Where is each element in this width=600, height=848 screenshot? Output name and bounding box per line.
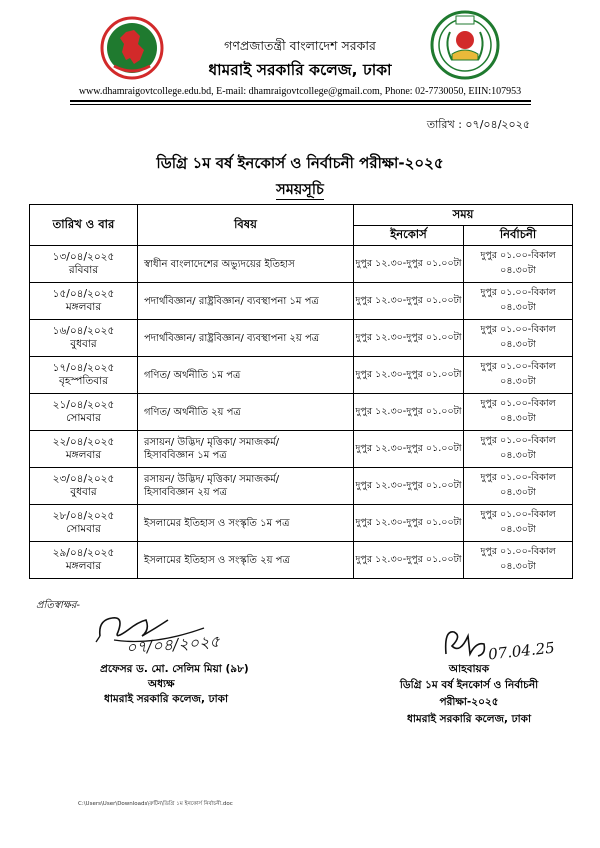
row-subject: স্বাধীন বাংলাদেশের অভ্যুদয়ের ইতিহাস [144, 258, 295, 270]
row-incourse-time: দুপুর ১২.৩০-দুপুর ০১.০০টা [354, 431, 464, 468]
header-date-day: তারিখ ও বার [30, 205, 138, 246]
notice-subtitle [0, 179, 600, 203]
row-subject-cell [138, 283, 354, 320]
schedule-row [30, 468, 573, 505]
row-date: ১৬/০৪/২০২৫ [52, 325, 115, 337]
header-time: সময় [354, 205, 573, 226]
row-day: সোমবার [66, 523, 101, 535]
row-date: ১৭/০৪/২০২৫ [52, 362, 115, 374]
convener-college: ধামরাই সরকারি কলেজ, ঢাকা [406, 713, 532, 725]
row-incourse-time: দুপুর ১২.৩০-দুপুর ০১.০০টা [354, 320, 464, 357]
schedule-row [30, 431, 573, 468]
row-subject: রসায়ন/ উদ্ভিদ/ মৃত্তিকা/ সমাজকর্ম/ [144, 474, 280, 485]
row-incourse-time: দুপুর ১২.৩০-দুপুর ০১.০০টা [354, 283, 464, 320]
row-incourse-time: দুপুর ১২.৩০-দুপুর ০১.০০টা [354, 357, 464, 394]
convener-committee-line2: পরীক্ষা-২০২৫ [439, 696, 499, 708]
row-date-cell [30, 542, 138, 579]
row-selection-time: দুপুর ০১.০০-বিকাল ০৪.৩০টা [464, 468, 573, 505]
schedule-row [30, 357, 573, 394]
row-subject-cell [138, 505, 354, 542]
header-selection: নির্বাচনী [464, 226, 573, 246]
row-day: সোমবার [66, 412, 101, 424]
convener-handwritten-date: 07.04.25 [487, 638, 556, 664]
row-subject-cell [138, 320, 354, 357]
row-subject-cont: হিসাববিজ্ঞান ২য় পত্র [144, 487, 227, 498]
row-selection-time: দুপুর ০১.০০-বিকাল ০৪.৩০টা [464, 431, 573, 468]
schedule-row [30, 246, 573, 283]
row-subject: ইসলামের ইতিহাস ও সংস্কৃতি ২য় পত্র [144, 554, 290, 566]
row-day: মঙ্গলবার [65, 301, 102, 313]
row-subject-cell [138, 394, 354, 431]
convener-title: আহবায়ক [448, 663, 490, 675]
row-selection-time: দুপুর ০১.০০-বিকাল ০৪.৩০টা [464, 542, 573, 579]
row-incourse-time: দুপুর ১২.৩০-দুপুর ০১.০০টা [354, 394, 464, 431]
row-incourse-time: দুপুর ১২.৩০-দুপুর ০১.০০টা [354, 542, 464, 579]
row-subject-cell [138, 431, 354, 468]
row-date-cell [30, 357, 138, 394]
header-divider-bottom [70, 104, 531, 105]
row-selection-time: দুপুর ০১.০০-বিকাল ০৪.৩০টা [464, 394, 573, 431]
notice-date: তারিখ : ০৭/০৪/২০২৫ [426, 118, 530, 131]
row-subject: পদার্থবিজ্ঞান/ রাষ্ট্রবিজ্ঞান/ ব্যবস্থাপনা ১ম পত্র [144, 295, 319, 307]
principal-handwritten-date: ০৭/০৪/২০২৫ [125, 631, 221, 658]
row-date-cell [30, 320, 138, 357]
schedule-row [30, 542, 573, 579]
college-name: ধামরাই সরকারি কলেজ, ঢাকা [208, 61, 392, 79]
header-subject: বিষয় [138, 205, 354, 246]
government-name: গণপ্রজাতন্ত্রী বাংলাদেশ সরকার [224, 38, 376, 53]
row-subject: ইসলামের ইতিহাস ও সংস্কৃতি ১ম পত্র [144, 517, 290, 529]
row-day: মঙ্গলবার [65, 449, 102, 461]
row-date-cell [30, 431, 138, 468]
header-incourse: ইনকোর্স [354, 226, 464, 246]
notice-title: ডিগ্রি ১ম বর্ষ ইনকোর্স ও নির্বাচনী পরীক্ষা-২০২৫ [156, 154, 444, 172]
row-date-cell [30, 394, 138, 431]
row-subject-cell [138, 542, 354, 579]
row-date: ১৩/০৪/২০২৫ [52, 251, 115, 263]
schedule-row [30, 320, 573, 357]
principal-name: প্রফেসর ড. মো. সেলিম মিয়া (৯৮) [100, 663, 249, 675]
row-subject-cell [138, 246, 354, 283]
row-incourse-time: দুপুর ১২.৩০-দুপুর ০১.০০টা [354, 468, 464, 505]
subtitle-text: সময়সূচি [276, 182, 324, 198]
document-file-path: C:\Users\User\Downloads\রুটিন\ডিগ্রি ১ম ইনকোর্স নির্বাচনী.doc [78, 801, 233, 807]
row-subject-cont: হিসাববিজ্ঞান ১ম পত্র [144, 450, 227, 461]
header-divider-top [70, 100, 531, 102]
row-selection-time: দুপুর ০১.০০-বিকাল ০৪.৩০টা [464, 357, 573, 394]
principal-title: অধ্যক্ষ [148, 678, 175, 690]
schedule-row [30, 505, 573, 542]
schedule-row [30, 394, 573, 431]
row-day: বুধবার [70, 338, 97, 350]
row-incourse-time: দুপুর ১২.৩০-দুপুর ০১.০০টা [354, 505, 464, 542]
row-incourse-time: দুপুর ১২.৩০-দুপুর ০১.০০টা [354, 246, 464, 283]
row-subject-cell [138, 357, 354, 394]
row-day: মঙ্গলবার [65, 560, 102, 572]
row-date: ২২/০৪/২০২৫ [52, 436, 115, 448]
row-date: ২৩/০৪/২০২৫ [52, 473, 115, 485]
row-date-cell [30, 468, 138, 505]
row-day: বৃহস্পতিবার [59, 375, 108, 387]
schedule-row [30, 283, 573, 320]
countersign-note: প্রতিস্বাক্ষর- [36, 600, 81, 611]
row-subject: রসায়ন/ উদ্ভিদ/ মৃত্তিকা/ সমাজকর্ম/ [144, 437, 280, 448]
row-selection-time: দুপুর ০১.০০-বিকাল ০৪.৩০টা [464, 505, 573, 542]
row-date: ২১/০৪/২০২৫ [52, 399, 115, 411]
exam-schedule-table [29, 204, 573, 579]
row-selection-time: দুপুর ০১.০০-বিকাল ০৪.৩০টা [464, 246, 573, 283]
row-subject: গণিত/ অর্থনীতি ২য় পত্র [144, 406, 241, 418]
row-date-cell [30, 246, 138, 283]
contact-line: www.dhamraigovtcollege.edu.bd, E-mail: dhamraigovtcollege@gmail.com, Phone: 02-7730050, EIIN:107953 [78, 86, 522, 97]
row-subject: পদার্থবিজ্ঞান/ রাষ্ট্রবিজ্ঞান/ ব্যবস্থাপনা ২য় পত্র [144, 332, 320, 344]
principal-college: ধামরাই সরকারি কলেজ, ঢাকা [104, 693, 229, 705]
row-day: রবিবার [68, 264, 99, 276]
row-selection-time: দুপুর ০১.০০-বিকাল ০৪.৩০টা [464, 283, 573, 320]
row-date: ২৮/০৪/২০২৫ [52, 510, 115, 522]
row-date-cell [30, 505, 138, 542]
row-subject: গণিত/ অর্থনীতি ১ম পত্র [144, 369, 241, 381]
row-date: ২৯/০৪/২০২৫ [52, 547, 115, 559]
row-date-cell [30, 283, 138, 320]
row-day: বুধবার [70, 486, 97, 498]
row-subject-cell [138, 468, 354, 505]
row-selection-time: দুপুর ০১.০০-বিকাল ০৪.৩০টা [464, 320, 573, 357]
row-date: ১৫/০৪/২০২৫ [52, 288, 115, 300]
convener-committee-line1: ডিগ্রি ১ম বর্ষ ইনকোর্স ও নির্বাচনী [399, 679, 539, 691]
